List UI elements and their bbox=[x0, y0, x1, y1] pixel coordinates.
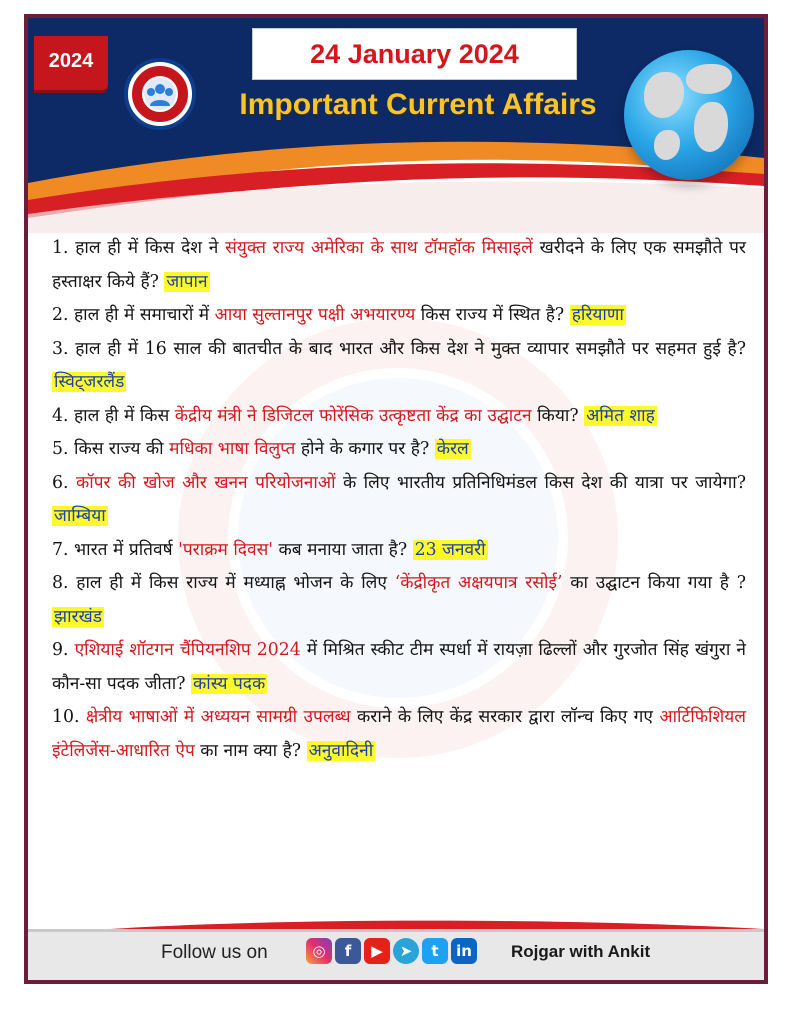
answer-highlight: अमित शाह bbox=[586, 405, 655, 426]
answer-highlight: जापान bbox=[166, 271, 208, 292]
question-number: 4. bbox=[52, 405, 69, 426]
question-number: 10. bbox=[52, 707, 80, 727]
people-glyph bbox=[144, 78, 176, 110]
question-keyword: आर्टिफिशियल इंटेलिजेंस-आधारित ऐप bbox=[52, 707, 746, 761]
question-text: हाल ही में किस bbox=[68, 405, 175, 426]
question-text: किस राज्य में स्थित है? bbox=[415, 305, 570, 325]
telegram-icon[interactable]: ➤ bbox=[393, 938, 419, 964]
linkedin-icon[interactable]: in bbox=[451, 938, 477, 964]
answer-highlight: कांस्य पदक bbox=[192, 673, 266, 694]
question-text: कब मनाया जाता है? bbox=[273, 539, 413, 560]
question-item bbox=[52, 333, 746, 400]
question-text: कराने के लिए केंद्र सरकार द्वारा लॉन्च किए गए bbox=[350, 707, 660, 727]
questions-list bbox=[52, 232, 746, 768]
question-keyword: क्षेत्रीय भाषाओं में अध्ययन सामग्री उपलब्ध bbox=[85, 707, 351, 727]
question-keyword: 'पराक्रम दिवस' bbox=[178, 539, 274, 560]
social-icons bbox=[306, 938, 480, 966]
question-item bbox=[52, 232, 746, 299]
question-number: 2. bbox=[52, 305, 69, 325]
poster-frame bbox=[24, 14, 768, 984]
rojgar-with-ankit-logo bbox=[124, 58, 196, 130]
question-item bbox=[52, 701, 746, 768]
question-number: 7. bbox=[52, 539, 69, 560]
question-keyword: कॉपर की खोज और खनन परियोजनाओं bbox=[75, 472, 336, 493]
globe-land bbox=[654, 130, 680, 160]
question-item bbox=[52, 400, 746, 434]
question-text: हाल ही में 16 साल की बातचीत के बाद भारत और किस देश ने मुक्त व्यापार समझौते पर सहमत हुई है? bbox=[68, 338, 746, 359]
question-text: का नाम क्या है? bbox=[194, 740, 307, 761]
answer-highlight: जाम्बिया bbox=[54, 506, 106, 526]
answer-highlight: केरल bbox=[436, 439, 469, 459]
question-item bbox=[52, 433, 746, 467]
question-text: होने के कगार पर है? bbox=[295, 439, 435, 459]
question-text bbox=[69, 473, 76, 493]
question-number: 9. bbox=[52, 640, 69, 660]
question-text: का उद्घाटन किया गया है ? bbox=[562, 573, 746, 593]
answer-highlight: हरियाणा bbox=[571, 305, 624, 325]
question-text: भारत में प्रतिवर्ष bbox=[68, 539, 179, 560]
question-number: 5. bbox=[52, 439, 69, 459]
question-keyword: मधिका भाषा विलुप्त bbox=[169, 439, 296, 459]
question-text: किया? bbox=[531, 405, 585, 426]
answer-highlight: झारखंड bbox=[54, 606, 102, 627]
question-item bbox=[52, 299, 746, 333]
date-box bbox=[252, 28, 577, 80]
globe-land bbox=[644, 72, 684, 118]
question-text: में मिश्रित स्कीट टीम स्पर्धा में रायज़ा ढिल्लों और गुरजोत सिंह खंगुरा ने कौन-सा पदक जीता? bbox=[52, 640, 746, 694]
answer-highlight: 23 जनवरी bbox=[414, 539, 486, 560]
answer-highlight: अनुवादिनी bbox=[308, 740, 374, 761]
globe-icon bbox=[624, 50, 754, 180]
question-number: 3. bbox=[52, 338, 69, 359]
facebook-icon[interactable]: f bbox=[335, 938, 361, 964]
twitter-icon[interactable]: t bbox=[422, 938, 448, 964]
globe-land bbox=[694, 102, 728, 152]
question-item bbox=[52, 534, 746, 568]
question-item bbox=[52, 567, 746, 634]
question-item bbox=[52, 467, 746, 534]
question-text: के लिए भारतीय प्रतिनिधिमंडल किस देश की यात्रा पर जायेगा? bbox=[335, 472, 746, 493]
question-number: 8. bbox=[52, 573, 69, 593]
question-text: हाल ही में किस देश ने bbox=[68, 238, 226, 258]
year-badge-text: 2024 bbox=[48, 50, 94, 72]
question-item bbox=[52, 634, 746, 701]
answer-highlight: स्विट्जरलैंड bbox=[54, 372, 125, 392]
date-text: 24 January 2024 bbox=[310, 39, 519, 69]
question-keyword: आया सुल्तानपुर पक्षी अभयारण्य bbox=[214, 305, 416, 325]
year-ribbon bbox=[34, 36, 108, 90]
channel-handle: Rojgar with Ankit bbox=[511, 942, 651, 961]
follow-label: Follow us on bbox=[161, 942, 268, 963]
question-text: किस राज्य की bbox=[68, 439, 170, 459]
header-banner bbox=[28, 18, 764, 233]
page-title: Important Current Affairs bbox=[239, 88, 597, 121]
question-keyword: ‘केंद्रीकृत अक्षयपात्र रसोई’ bbox=[394, 573, 563, 593]
question-text: हाल ही में किस राज्य में मध्याह्न भोजन के लिए bbox=[68, 573, 395, 593]
question-number: 1. bbox=[52, 238, 69, 258]
youtube-icon[interactable]: ▶ bbox=[364, 938, 390, 964]
instagram-icon[interactable]: ◎ bbox=[306, 938, 332, 964]
people-icon bbox=[144, 78, 176, 110]
globe-land bbox=[686, 64, 732, 94]
question-keyword: एशियाई शॉटगन चैंपियनशिप 2024 bbox=[74, 640, 301, 660]
question-number: 6. bbox=[52, 472, 69, 493]
question-text: खरीदने के लिए एक समझौते पर हस्ताक्षर किये हैं? bbox=[52, 238, 746, 292]
question-keyword: संयुक्त राज्य अमेरिका के साथ टॉमहॉक मिसाइलें bbox=[225, 238, 533, 258]
question-text: हाल ही में समाचारों में bbox=[68, 305, 215, 325]
footer bbox=[28, 915, 764, 980]
question-keyword: केंद्रीय मंत्री ने डिजिटल फोरेंसिक उत्कृष्टता केंद्र का उद्घाटन bbox=[174, 405, 532, 426]
